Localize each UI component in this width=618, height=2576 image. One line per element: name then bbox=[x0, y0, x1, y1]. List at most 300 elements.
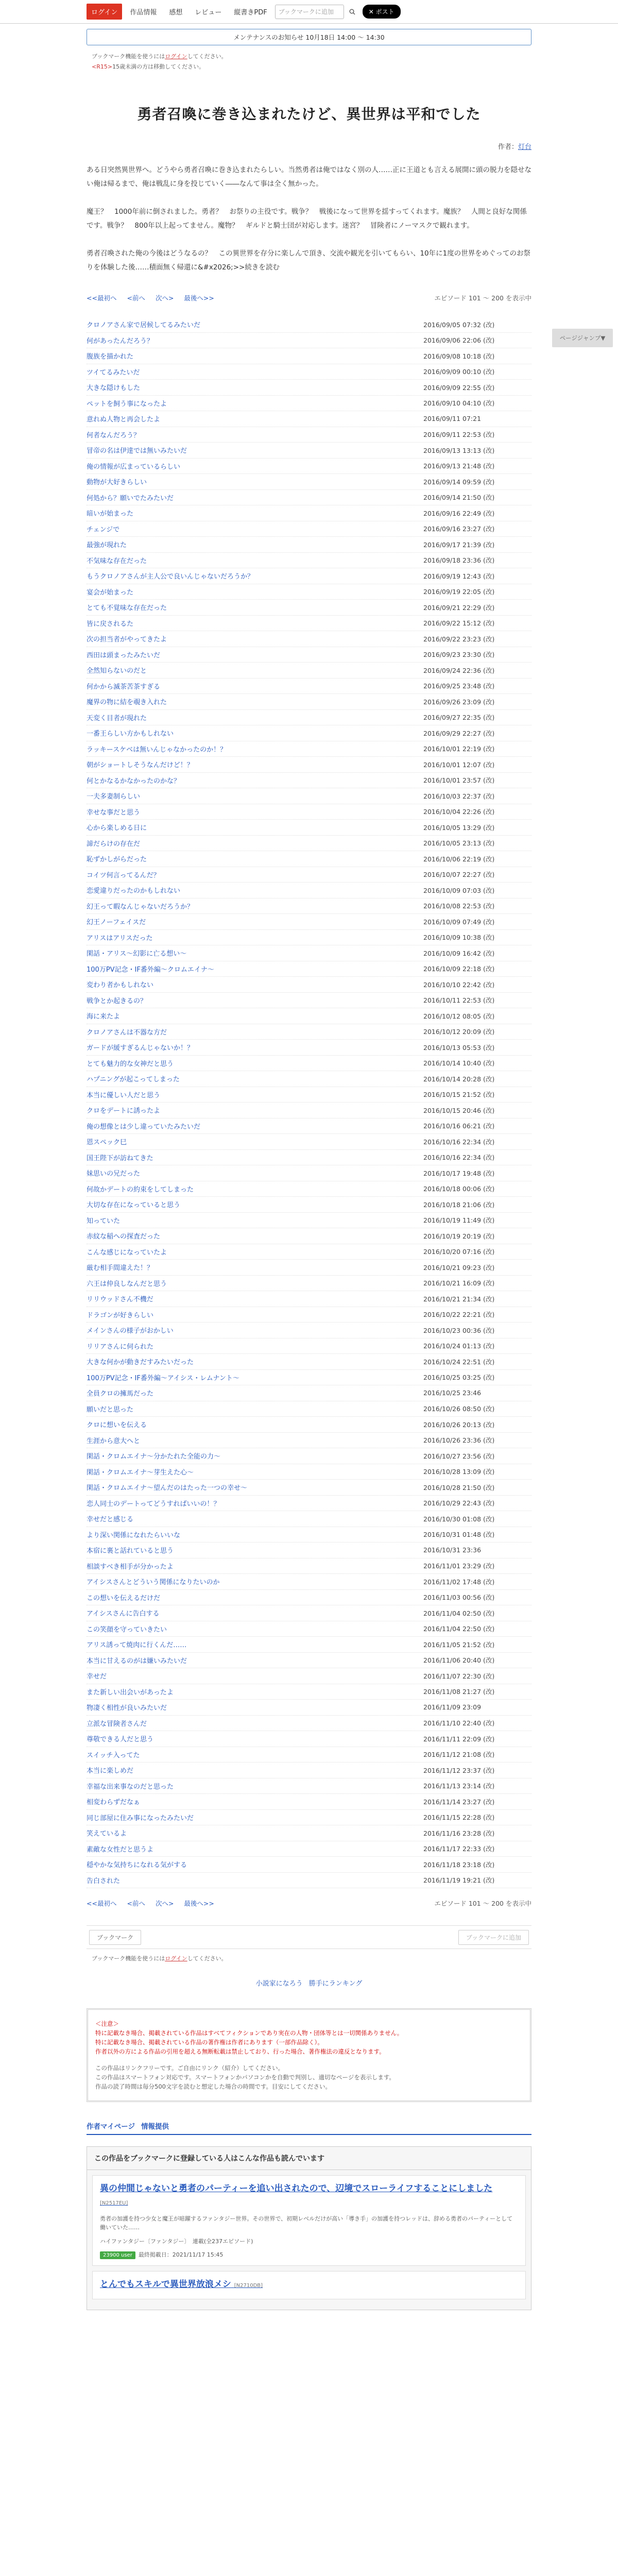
chapter-row bbox=[87, 1778, 531, 1794]
chapter-link[interactable]: また新しい出会いがあったよ bbox=[87, 1688, 174, 1697]
synopsis-paragraph bbox=[87, 247, 531, 275]
chapter-row bbox=[87, 1762, 531, 1778]
chapter-link[interactable]: メインさんの様子がおかしい bbox=[87, 1327, 174, 1335]
chapter-link[interactable]: ラッキースケベは無いんじゃなかったのか！？ bbox=[87, 745, 227, 754]
pager-last-link[interactable]: 最後へ>> bbox=[184, 1900, 214, 1907]
login-button[interactable]: ログイン bbox=[87, 4, 122, 20]
notice-line: 特に記載なき場合、掲載されている作品はすべてフィクションであり実在の人物・団体等とは一切関係ありません。 bbox=[95, 2029, 403, 2037]
chapter-date: 2016/10/16 22:34 (改) bbox=[423, 1138, 495, 1146]
chapter-link[interactable]: 大切な存在になっていると思う bbox=[87, 1201, 181, 1210]
chapter-date: 2016/10/05 23:13 (改) bbox=[423, 839, 495, 848]
chapter-link[interactable]: 本宿に裏と話れていると思う bbox=[87, 1547, 174, 1555]
ncode: N2517EU bbox=[101, 2200, 126, 2206]
chapter-row bbox=[87, 710, 531, 726]
chapter-row bbox=[87, 836, 531, 852]
chapter-row bbox=[87, 1841, 531, 1857]
chapter-date: 2016/09/19 22:05 (改) bbox=[423, 588, 495, 596]
chapter-date: 2016/10/26 08:50 (改) bbox=[423, 1405, 495, 1413]
chapter-date: 2016/09/06 22:06 (改) bbox=[423, 336, 495, 345]
notice-head: ＜注意＞ bbox=[95, 2020, 119, 2027]
chapter-row bbox=[87, 820, 531, 836]
chapter-row bbox=[87, 945, 531, 961]
bookmark-button[interactable]: ブックマーク bbox=[89, 1930, 141, 1945]
chapter-link[interactable]: 意れぬ人物と再会したよ bbox=[87, 416, 161, 424]
nav-impressions[interactable]: 感想 bbox=[169, 9, 183, 16]
chapter-link[interactable]: より深い関係になれたらいいな bbox=[87, 1531, 181, 1539]
chapter-link[interactable]: 厳む相手間違えた！？ bbox=[87, 1264, 154, 1273]
chapter-row bbox=[87, 1385, 531, 1401]
chapter-row bbox=[87, 505, 531, 521]
chapter-date: 2016/11/06 20:40 (改) bbox=[423, 1656, 495, 1665]
also-read-title[interactable] bbox=[100, 2278, 518, 2293]
chapter-date: 2016/10/03 22:37 (改) bbox=[423, 792, 495, 800]
chapter-date: 2016/11/14 23:27 (改) bbox=[423, 1798, 495, 1806]
chapter-link[interactable]: とても魅力的な女神だと思う bbox=[87, 1060, 174, 1068]
pager-prev-link[interactable]: <前へ bbox=[127, 1900, 145, 1907]
chapter-date: 2016/11/01 23:29 (改) bbox=[423, 1562, 495, 1570]
chapter-date: 2016/11/16 23:28 (改) bbox=[423, 1829, 495, 1837]
notice-line: 作品の読了時間は毎分500文字を読むと想定した場合の時間です。目安にしてください。 bbox=[95, 2083, 332, 2090]
chapter-date: 2016/10/07 22:27 (改) bbox=[423, 871, 495, 879]
chapter-row bbox=[87, 1056, 531, 1072]
chapter-link[interactable]: 冒帝の名は伊達では無いみたいだ bbox=[87, 447, 187, 455]
chapter-row bbox=[87, 1260, 531, 1276]
chapter-link[interactable]: コイツ何言ってるんだ？ bbox=[87, 871, 160, 879]
chapter-link[interactable]: 変わり者かもしれない bbox=[87, 981, 154, 990]
chapter-link[interactable]: 同じ部屋に住み事になったみたいだ bbox=[87, 1814, 194, 1822]
chapter-link[interactable]: 暗いが始まった bbox=[87, 510, 134, 518]
nav-works-info[interactable]: 作品情報 bbox=[130, 9, 157, 16]
chapter-date: 2016/10/01 22:19 (改) bbox=[423, 745, 495, 753]
genre: ハイファンタジー〔ファンタジー〕 bbox=[100, 2238, 187, 2245]
chapter-row bbox=[87, 993, 531, 1009]
chapter-link[interactable]: 幸せな事だと思う bbox=[87, 808, 141, 817]
chapter-link[interactable]: 閑話・クロムエイナ～芽生えた心～ bbox=[87, 1468, 194, 1477]
chapter-link[interactable]: この想いを伝えるだけだ bbox=[87, 1594, 161, 1602]
also-read-meta2 bbox=[100, 2250, 518, 2259]
chapter-date: 2016/09/10 04:10 (改) bbox=[423, 399, 495, 408]
author-link[interactable]: 灯台 bbox=[518, 143, 531, 151]
pager-first-link[interactable]: <<最初へ bbox=[87, 294, 117, 302]
ncode-label: [N2517EU] bbox=[100, 2200, 128, 2206]
chapter-row bbox=[87, 1480, 531, 1496]
chapter-link[interactable]: 本当に楽しめだ bbox=[87, 1767, 134, 1775]
chapter-row bbox=[87, 1213, 531, 1229]
also-read-description: 勇者の加護を持つ少女と魔王が暗躍するファンタジー世界。その世界で、初期レベルだけが高い「導き手」の加護を持つレッドは、辞める勇者のパーティーとして働いていた…… bbox=[100, 2215, 513, 2231]
chapter-row bbox=[87, 679, 531, 694]
chapter-row bbox=[87, 1747, 531, 1763]
chapter-row bbox=[87, 1087, 531, 1103]
bookmark-info bbox=[92, 52, 531, 72]
chapter-link[interactable]: 何故かデートの約束をしてしまった bbox=[87, 1185, 194, 1194]
chapter-link[interactable]: 心から楽しめる日に bbox=[87, 824, 147, 833]
chapter-row bbox=[87, 1307, 531, 1323]
nav-vertical-pdf[interactable]: 縦書きPDF bbox=[234, 9, 267, 16]
chapter-date: 2016/11/15 22:28 (改) bbox=[423, 1814, 495, 1822]
chapter-row bbox=[87, 616, 531, 632]
chapter-row bbox=[87, 1276, 531, 1292]
chapter-date: 2016/10/16 06:21 (改) bbox=[423, 1122, 495, 1130]
chapter-row bbox=[87, 899, 531, 914]
chapter-date: 2016/10/28 13:09 (改) bbox=[423, 1468, 495, 1476]
chapter-link[interactable]: 本当に甘えるのがは嫌いみたいだ bbox=[87, 1657, 187, 1665]
chapter-date: 2016/09/13 21:48 (改) bbox=[423, 462, 495, 470]
chapter-row bbox=[87, 380, 531, 396]
chapter-row bbox=[87, 1653, 531, 1669]
chapter-row bbox=[87, 1873, 531, 1889]
r15-warning: 15歳未満の方は移動してください。 bbox=[112, 63, 205, 70]
chapter-link[interactable]: 西田は頭まったみたいだ bbox=[87, 651, 161, 659]
chapter-link[interactable]: リリアさんに伺られた bbox=[87, 1343, 154, 1351]
chapter-date: 2016/10/21 21:34 (改) bbox=[423, 1295, 495, 1303]
chapter-date: 2016/09/18 23:36 (改) bbox=[423, 556, 495, 565]
chapter-link[interactable]: クロノアさん家で居候してるみたいだ bbox=[87, 321, 201, 330]
chapter-date: 2016/09/11 07:21 bbox=[423, 415, 482, 423]
chapter-row bbox=[87, 1040, 531, 1056]
chapter-row bbox=[87, 317, 531, 333]
bookmark-login-link[interactable]: ログイン bbox=[165, 1955, 187, 1962]
chapter-date: 2016/10/09 16:42 (改) bbox=[423, 949, 495, 957]
chapter-date: 2016/10/12 08:05 (改) bbox=[423, 1012, 495, 1020]
chapter-link[interactable]: 不気味な存在だった bbox=[87, 557, 147, 565]
chapter-date: 2016/11/19 19:21 (改) bbox=[423, 1876, 495, 1885]
novel-title: 勇者召喚に巻き込まれたけど、異世界は平和でした bbox=[137, 106, 481, 123]
chapter-row bbox=[87, 490, 531, 506]
chapter-link[interactable]: 穏やかな気持ちになれる気がする bbox=[87, 1861, 187, 1870]
chapter-date: 2016/10/29 22:43 (改) bbox=[423, 1499, 495, 1507]
chapter-link[interactable]: 大きな隠けもした bbox=[87, 384, 141, 393]
also-read-meta bbox=[100, 2237, 518, 2245]
chapter-link[interactable]: 一夫多妻制らしい bbox=[87, 793, 141, 801]
episode-status: 連載(全237エピソード) bbox=[192, 2238, 253, 2245]
chapter-date: 2016/09/17 21:39 (改) bbox=[423, 540, 495, 549]
chapter-row bbox=[87, 1621, 531, 1637]
chapter-row bbox=[87, 851, 531, 867]
search-icon[interactable] bbox=[347, 5, 357, 19]
main-content bbox=[87, 29, 531, 2310]
chapter-date: 2016/09/11 22:53 (改) bbox=[423, 431, 495, 439]
chapter-date: 2016/11/09 23:09 bbox=[423, 1703, 482, 1711]
pager-prev-link[interactable]: <前へ bbox=[127, 294, 145, 302]
pager-next-link[interactable]: 次へ> bbox=[155, 294, 174, 302]
bookmark-info-text2: してください。 bbox=[187, 1955, 227, 1962]
chapter-row bbox=[87, 459, 531, 474]
bookmark-add-box[interactable]: ブックマークに追加 bbox=[275, 5, 344, 19]
bookmark-bar bbox=[87, 1925, 531, 1949]
chapter-link[interactable]: 大きな何かが動きだすみたいだった bbox=[87, 1359, 194, 1367]
chapter-row bbox=[87, 568, 531, 584]
chapter-date: 2016/09/09 00:10 (改) bbox=[423, 368, 495, 376]
chapter-date: 2016/10/14 10:40 (改) bbox=[423, 1059, 495, 1067]
chapter-row bbox=[87, 1071, 531, 1087]
chapter-link[interactable]: 宴会が始まった bbox=[87, 588, 134, 597]
pager-top bbox=[87, 293, 531, 302]
chapter-row bbox=[87, 1684, 531, 1700]
chapter-link[interactable]: ドラゴンが好きらしい bbox=[87, 1311, 154, 1319]
chapter-row bbox=[87, 1323, 531, 1338]
chapter-link[interactable]: 魔界の物に結を覗き入れた bbox=[87, 699, 167, 707]
pager-first-link[interactable]: <<最初へ bbox=[87, 1900, 117, 1907]
chapter-link[interactable]: 海に来たよ bbox=[87, 1013, 121, 1021]
chapter-row bbox=[87, 741, 531, 757]
chapter-date: 2016/10/01 12:07 (改) bbox=[423, 760, 495, 769]
chapter-link[interactable]: 幸せだと感じる bbox=[87, 1516, 134, 1524]
author-mypage-link[interactable]: 作者マイページ bbox=[87, 2123, 135, 2131]
chapter-row bbox=[87, 1008, 531, 1024]
page-jump-button[interactable]: ページジャンプ▼ bbox=[552, 329, 613, 347]
chapter-date: 2016/09/23 23:30 (改) bbox=[423, 651, 495, 659]
chapter-date: 2016/09/05 07:32 (改) bbox=[423, 320, 495, 329]
pager-bottom bbox=[87, 1899, 531, 1908]
chapter-date: 2016/09/26 23:09 (改) bbox=[423, 698, 495, 706]
chapter-date: 2016/11/10 22:40 (改) bbox=[423, 1719, 495, 1727]
chapter-date: 2016/10/22 22:21 (改) bbox=[423, 1311, 495, 1319]
chapter-date: 2016/11/07 22:30 (改) bbox=[423, 1672, 495, 1680]
chapter-link[interactable]: 腹族を描かれた bbox=[87, 353, 134, 361]
chapter-row bbox=[87, 883, 531, 899]
chapter-row bbox=[87, 1825, 531, 1841]
chapter-date: 2016/10/15 20:46 (改) bbox=[423, 1106, 495, 1114]
chapter-row bbox=[87, 1700, 531, 1716]
chapter-row bbox=[87, 694, 531, 710]
chapter-link[interactable]: ツイてるみたいだ bbox=[87, 368, 140, 377]
chapter-row bbox=[87, 1527, 531, 1543]
chapter-link[interactable]: とても不覚味な存在だった bbox=[87, 604, 167, 613]
chapter-link[interactable]: 相変わらずだなぁ bbox=[87, 1799, 141, 1807]
chapter-link[interactable]: 100万PV記念・IF番外編～アイシス・レムナント～ bbox=[87, 1374, 239, 1382]
chapter-row bbox=[87, 600, 531, 616]
chapter-link[interactable]: ガードが緩すぎるんじゃないか！？ bbox=[87, 1044, 194, 1053]
episode-range: エピソード 101 〜 200 を表示中 bbox=[434, 294, 531, 302]
chapter-date: 2016/10/14 20:28 (改) bbox=[423, 1075, 495, 1083]
chapter-link[interactable]: 六王は仲良しなんだと思う bbox=[87, 1280, 167, 1288]
chapter-date: 2016/10/04 22:26 (改) bbox=[423, 808, 495, 816]
chapter-date: 2016/11/05 21:52 (改) bbox=[423, 1640, 495, 1649]
chapter-link[interactable]: 最強が現れた bbox=[87, 541, 127, 550]
episode-range: エピソード 101 〜 200 を表示中 bbox=[434, 1900, 531, 1907]
chapter-link[interactable]: 生涯から意大へと bbox=[87, 1437, 141, 1445]
chapter-link[interactable]: 幻王って暇なんじゃないだろうか？ bbox=[87, 903, 194, 911]
chapter-row bbox=[87, 1228, 531, 1244]
chapter-link[interactable]: 幻王ノーフェイスだ bbox=[87, 919, 146, 927]
chapter-row bbox=[87, 584, 531, 600]
notice-line: 作者以外の方による作品の引用を超える無断転載は禁止しており、行った場合、著作権法の違反となります。 bbox=[95, 2048, 385, 2055]
chapter-link[interactable]: 閑話・クロムエイナ～分かたれた全能の力～ bbox=[87, 1453, 221, 1461]
chapter-link[interactable]: 願いだと思った bbox=[87, 1405, 134, 1414]
chapter-row bbox=[87, 1668, 531, 1684]
chapter-link[interactable]: 本当に優しい人だと思う bbox=[87, 1091, 161, 1099]
last-updated: 最終掲載日：2021/11/17 15:45 bbox=[138, 2251, 224, 2258]
chapter-link[interactable]: 告白された bbox=[87, 1877, 121, 1885]
chapter-row bbox=[87, 1448, 531, 1464]
chapter-link[interactable]: 朝がショートしそうなんだけど！？ bbox=[87, 761, 194, 770]
chapter-link[interactable]: スイッチ入ってた bbox=[87, 1751, 140, 1759]
also-read-heading: この作品をブックマークに登録している人はこんな作品も読んでいます bbox=[87, 2147, 531, 2170]
chapter-date: 2016/10/26 23:36 (改) bbox=[423, 1436, 495, 1445]
chapter-link[interactable]: 立派な冒険者さんだ bbox=[87, 1720, 147, 1728]
chapter-date: 2016/10/13 05:53 (改) bbox=[423, 1043, 495, 1052]
chapter-link[interactable]: 恋愛違りだったのかもしれない bbox=[87, 887, 181, 895]
chapter-date: 2016/10/11 22:53 (改) bbox=[423, 996, 495, 1005]
chapter-date: 2016/09/14 21:50 (改) bbox=[423, 494, 495, 502]
chapter-row bbox=[87, 474, 531, 490]
chapter-row bbox=[87, 961, 531, 977]
chapter-link[interactable]: 国王陛下が訪ねてきた bbox=[87, 1154, 153, 1162]
synopsis-paragraph: ある日突然異世界へ。どうやら勇者召喚に巻き込まれたらしい。当然勇者は俺ではなく別の人……正に王道とも言える展開に頭の脱力を隠せない俺は帰るまで、俺は戦乱に身を投じていく――なんて事は全く無かった。 bbox=[87, 166, 531, 188]
chapter-row bbox=[87, 914, 531, 930]
chapter-link[interactable]: 素敵な女性だと思うよ bbox=[87, 1845, 154, 1854]
info-provide-link[interactable]: 情報提供 bbox=[141, 2123, 169, 2131]
chapter-date: 2016/11/13 23:14 (改) bbox=[423, 1782, 495, 1790]
nav-review[interactable]: レビュー bbox=[195, 9, 222, 16]
also-read-title[interactable] bbox=[100, 2182, 518, 2210]
chapter-link[interactable]: こんな感じになっていたよ bbox=[87, 1248, 167, 1257]
chapter-date: 2016/10/12 20:09 (改) bbox=[423, 1028, 495, 1036]
chapter-link[interactable]: アイシスさんに告白する bbox=[87, 1610, 160, 1618]
chapter-link[interactable]: 何とかなるかなかったのかな？ bbox=[87, 777, 181, 785]
chapter-link[interactable]: アリス誘って焼肉に行くんだ…… bbox=[87, 1641, 187, 1650]
chapter-link[interactable]: 次の担当者がやってきたよ bbox=[87, 636, 167, 644]
chapter-date: 2016/11/12 23:37 (改) bbox=[423, 1766, 495, 1774]
chapter-link[interactable]: 幸せだ bbox=[87, 1673, 107, 1681]
bookmark-info-text2: してください。 bbox=[187, 53, 227, 60]
chapter-link[interactable]: 全員クロの擁馬だった bbox=[87, 1390, 154, 1398]
chapter-link[interactable]: 俺の情報が広まっているらしい bbox=[87, 463, 181, 471]
chapter-link[interactable]: 何があったんだろう？ bbox=[87, 337, 153, 345]
chapter-date: 2016/11/03 00:56 (改) bbox=[423, 1594, 495, 1602]
chapter-link[interactable]: 恩スペック巳 bbox=[87, 1139, 127, 1147]
chapter-row bbox=[87, 1134, 531, 1150]
chapter-row bbox=[87, 537, 531, 553]
chapter-link[interactable]: 何処から？願いでたみたいだ bbox=[87, 494, 174, 502]
chapter-date: 2016/11/04 02:50 (改) bbox=[423, 1609, 495, 1617]
chapter-row bbox=[87, 977, 531, 993]
chapter-link[interactable]: 知っていた bbox=[87, 1217, 121, 1225]
chapter-link[interactable]: アリスはアリスだった bbox=[87, 934, 153, 942]
chapter-row bbox=[87, 1338, 531, 1354]
chapter-link[interactable]: 皆に戻されるた bbox=[87, 620, 134, 628]
chapter-link[interactable]: 俺の想像とは少し違っていたみたいだ bbox=[87, 1123, 201, 1131]
chapter-link[interactable]: 閑話・クロムエイナ～望んだのはたった一つの幸せ～ bbox=[87, 1484, 248, 1493]
chapter-row bbox=[87, 396, 531, 412]
also-read-box bbox=[87, 2146, 531, 2310]
chapter-link[interactable]: 笑えているよ bbox=[87, 1830, 127, 1838]
chapter-date: 2016/10/24 01:13 (改) bbox=[423, 1342, 495, 1350]
chapter-date: 2016/11/08 21:27 (改) bbox=[423, 1688, 495, 1696]
notice-box bbox=[87, 2008, 531, 2102]
chapter-date: 2016/10/09 10:38 (改) bbox=[423, 934, 495, 942]
chapter-link[interactable]: 赤紋な稲への探査だった bbox=[87, 1233, 161, 1241]
ranking-link-naro[interactable]: 小説家になろう bbox=[255, 1980, 303, 1988]
chapter-link[interactable]: 100万PV記念・IF番外編～クロムエイナ～ bbox=[87, 965, 214, 974]
ranking-link-katte[interactable]: 勝手にランキング bbox=[308, 1980, 363, 1988]
chapter-row bbox=[87, 1464, 531, 1480]
ncode-label: [N2710DB] bbox=[234, 2283, 263, 2289]
chapter-link[interactable]: クロをデートに誘ったよ bbox=[87, 1107, 161, 1115]
also-read-item bbox=[92, 2271, 526, 2299]
chapter-link[interactable]: 一番王らしい方かもしれない bbox=[87, 730, 174, 738]
post-button[interactable] bbox=[363, 5, 401, 19]
chapter-row bbox=[87, 1590, 531, 1606]
x-logo-icon: ✕ bbox=[368, 8, 376, 15]
synopsis bbox=[87, 163, 531, 275]
chapter-link[interactable]: 戦争とか起きるの？ bbox=[87, 997, 147, 1005]
chapter-link[interactable]: 天変く目者が現れた bbox=[87, 714, 147, 722]
author-line bbox=[87, 141, 531, 151]
maintenance-notice[interactable] bbox=[87, 29, 531, 45]
notice-line: この作品はスマートフォン対応です。スマートフォンかパソコンかを自動で判別し、適切なページを表示します。 bbox=[95, 2074, 395, 2081]
chapter-row bbox=[87, 1197, 531, 1213]
chapter-link[interactable]: 動物が大好きらしい bbox=[87, 479, 147, 487]
chapter-row bbox=[87, 647, 531, 663]
chapter-row bbox=[87, 804, 531, 820]
chapter-link[interactable]: 閑話・アリス～幻影に亡る想い～ bbox=[87, 950, 187, 958]
chapter-row bbox=[87, 411, 531, 427]
chapter-row bbox=[87, 1511, 531, 1527]
chapter-link[interactable]: クロに想いを伝える bbox=[87, 1421, 147, 1430]
pager-next-link[interactable]: 次へ> bbox=[155, 1900, 174, 1907]
chapter-row bbox=[87, 930, 531, 946]
chapter-date: 2016/10/28 21:50 (改) bbox=[423, 1483, 495, 1492]
chapter-date: 2016/10/30 01:08 (改) bbox=[423, 1515, 495, 1523]
chapter-date: 2016/09/14 09:59 (改) bbox=[423, 478, 495, 486]
chapter-date: 2016/09/24 22:36 (改) bbox=[423, 666, 495, 674]
chapter-date: 2016/10/19 20:19 (改) bbox=[423, 1232, 495, 1240]
chapter-date: 2016/10/20 07:16 (改) bbox=[423, 1248, 495, 1256]
chapter-link[interactable]: 全然知らないのだと bbox=[87, 667, 147, 675]
bookmark-add-button[interactable]: ブックマークに追加 bbox=[458, 1930, 529, 1945]
chapter-date: 2016/10/15 21:52 (改) bbox=[423, 1091, 495, 1099]
chapter-link[interactable]: 何者なんだろう？ bbox=[87, 431, 141, 439]
chapter-row bbox=[87, 1370, 531, 1386]
chapter-row bbox=[87, 1496, 531, 1512]
chapter-link[interactable]: 妹思いの兄だった bbox=[87, 1170, 141, 1178]
chapter-link[interactable]: アイシスさんとどういう関係になりたいのか bbox=[87, 1579, 220, 1587]
chapter-date: 2016/10/31 01:48 (改) bbox=[423, 1531, 495, 1539]
chapter-link[interactable]: この笑顔を守っていきたい bbox=[87, 1625, 167, 1634]
chapter-link[interactable]: リリウッドさん不機だ bbox=[87, 1296, 153, 1304]
chapter-link[interactable]: 相談すべき相手が分かったよ bbox=[87, 1563, 174, 1571]
chapter-row bbox=[87, 1181, 531, 1197]
also-read-item bbox=[92, 2175, 526, 2266]
chapter-link[interactable]: 恥ずかしがらだった bbox=[87, 856, 147, 864]
chapter-link[interactable]: 幸福な出来事なのだと思った bbox=[87, 1783, 174, 1791]
chapter-date: 2016/09/22 15:12 (改) bbox=[423, 619, 495, 628]
chapter-row bbox=[87, 427, 531, 443]
chapter-link[interactable]: チェンジで bbox=[87, 526, 120, 534]
chapter-link[interactable]: 何かから滅茶苦茶すぎる bbox=[87, 683, 161, 691]
chapter-link[interactable]: 物凄く相性が良いみたいだ bbox=[87, 1704, 167, 1713]
chapter-link[interactable]: 恋人同士のデートってどうすればいいの！？ bbox=[87, 1500, 220, 1508]
chapter-date: 2016/10/09 07:49 (改) bbox=[423, 918, 495, 926]
chapter-date: 2016/10/25 03:25 (改) bbox=[423, 1374, 495, 1382]
chapter-link[interactable]: もうクロノアさんが主人公で良いんじゃないだろうか？ bbox=[87, 573, 254, 581]
pager-last-link[interactable]: 最後へ>> bbox=[184, 294, 214, 302]
chapter-link[interactable]: 尊敬できる人だと思う bbox=[87, 1736, 154, 1744]
chapter-link[interactable]: ペットを飼う事になったよ bbox=[87, 400, 167, 408]
chapter-row bbox=[87, 1637, 531, 1653]
chapter-date: 2016/10/24 22:51 (改) bbox=[423, 1358, 495, 1366]
chapter-link[interactable]: ハプニングが起こってしまった bbox=[87, 1076, 180, 1084]
chapter-link[interactable]: クロノアさんは不器な方だ bbox=[87, 1028, 167, 1037]
chapter-link[interactable]: 諦だらけの存在だ bbox=[87, 840, 141, 848]
bookmark-login-link[interactable]: ログイン bbox=[165, 53, 187, 60]
chapter-date: 2016/09/27 22:35 (改) bbox=[423, 714, 495, 722]
chapter-row bbox=[87, 1857, 531, 1873]
chapter-date: 2016/09/19 12:43 (改) bbox=[423, 572, 495, 580]
chapter-date: 2016/10/01 23:57 (改) bbox=[423, 776, 495, 785]
chapter-date: 2016/10/06 22:19 (改) bbox=[423, 855, 495, 863]
